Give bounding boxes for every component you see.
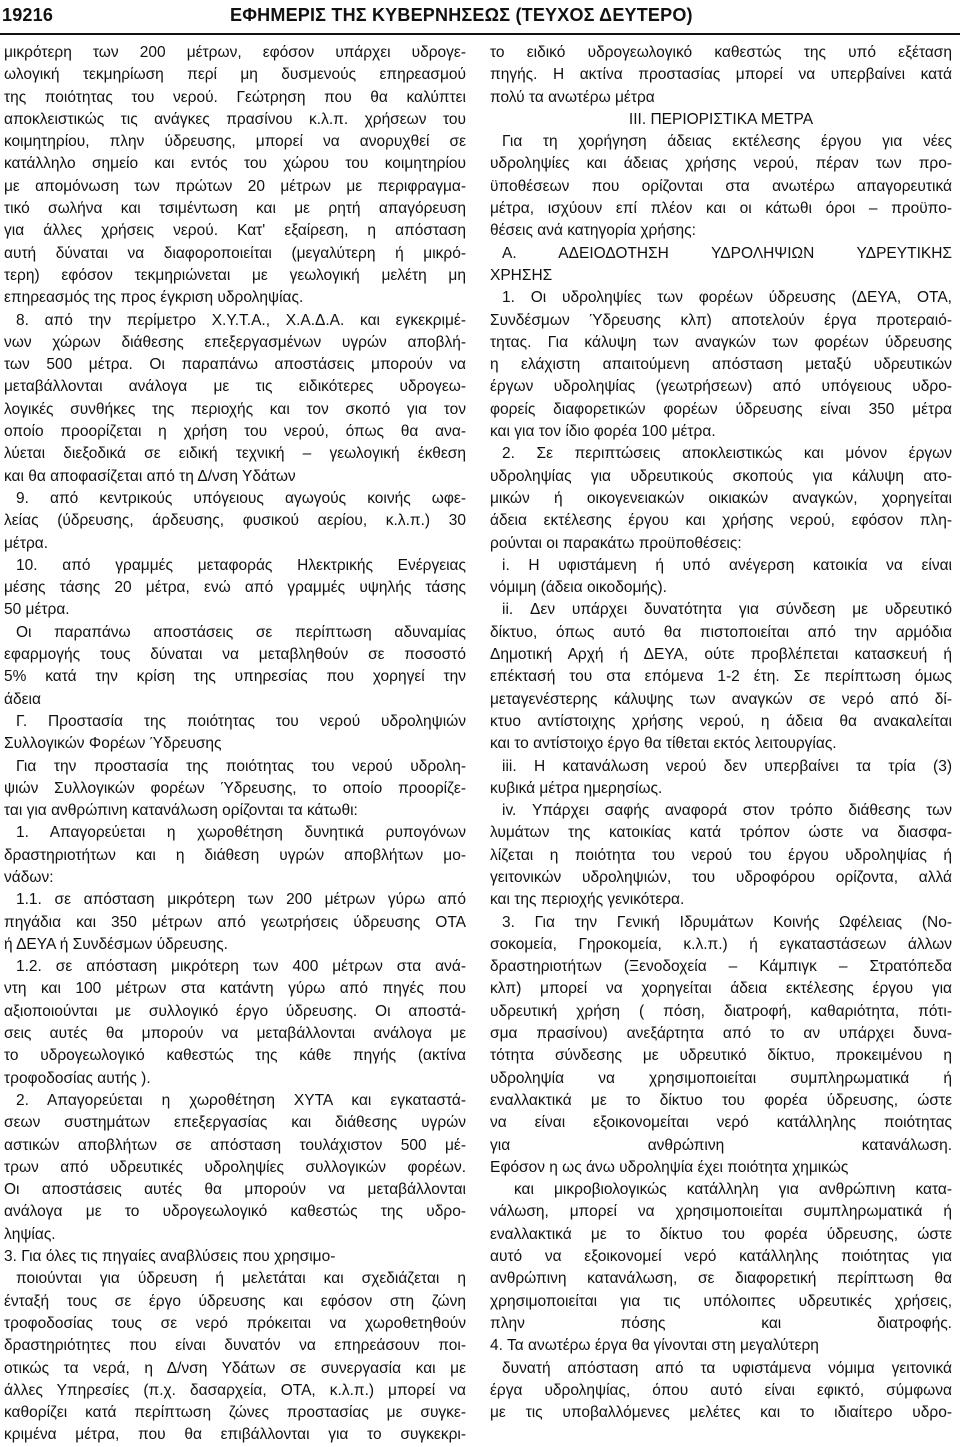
right-text-line: υδροληψίες και άδειας χρήσης νερού, πέραν των προ- — [490, 155, 952, 173]
left-text-line: κατάλληλο σημείο και εντός του χώρου του κοιμητηρίου — [4, 155, 466, 173]
left-text-line: κοιμητηρίου, πλην ύδρευσης, μπορεί να ανορυχθεί σε — [4, 133, 466, 151]
right-text-line: ρούνται οι παρακάτω προϋποθέσεις: — [490, 534, 742, 552]
left-text-line: Οι παραπάνω αποστάσεις σε περίπτωση αδυναμίας — [16, 623, 466, 641]
right-text-line: iii. Η κατανάλωση νερού δεν υπερβαίνει τα τρία (3) — [502, 757, 952, 775]
right-text-line: η ελάχιστη απαιτούμενη απόσταση μεταξύ υδρευτικών — [490, 356, 952, 374]
left-text-line: 1. Απαγορεύεται η χωροθέτηση δυνητικά ρυπογόνων — [16, 824, 466, 842]
left-text-line: αυτή δύναται να διαφοροποιείται (μεγαλύτερη ή μικρό- — [4, 244, 466, 262]
right-text-line: ανθρώπινη κατανάλωση, σε διαφορετική περίπτωση θα — [490, 1270, 952, 1288]
left-text-line: τροφοδοσίας αυτής ). — [4, 1069, 151, 1087]
right-text-line: φορείς διαφορετικών φορέων ύδρευσης είναι 350 μέτρα — [490, 400, 952, 418]
right-text-line: δραστηριοτήτων (Ξενοδοχεία – Κάμπιγκ – Στρατόπεδα — [490, 958, 952, 976]
left-text-line: ται για ανθρώπινη κατανάλωση ορίζονται τα κάτωθι: — [4, 802, 358, 820]
right-text-line: νόμιμη (άδεια οικοδομής). — [490, 579, 667, 597]
left-column — [4, 42, 466, 1447]
right-text-line: κλπ) μπορεί να χορηγείται άδεια εκτέλεσης έργου για — [490, 980, 952, 998]
left-text-line: 9. από κεντρικούς υπόγειους αγωγούς κοινής ωφε- — [16, 489, 466, 507]
right-text-line: Εφόσον η ως άνω υδροληψία έχει ποιότητα χημικώς — [490, 1158, 849, 1176]
left-text-line: τερη) εφόσον τεκμηριώνεται με γεωλογική μελέτη μη — [4, 266, 466, 284]
right-text-line: μεταγενέστερης κάλυψης των αναγκών σε νερό από δί- — [490, 690, 952, 708]
page-header — [0, 0, 960, 36]
left-text-line: ληψίας. — [4, 1225, 56, 1243]
page-number: 19216 — [2, 5, 54, 25]
left-text-line: άδεια — [4, 690, 41, 708]
left-text-line: Οι αποστάσεις αυτές θα μπορούν να μεταβάλλονται — [4, 1181, 466, 1199]
right-text-line: ϋποθέσεων που ορίζονται στα ανωτέρω απαγορευτικά — [490, 177, 952, 195]
right-text-line: κτυο αντίστοιχης χρήσης νερού, η άδεια θα ανακαλείται — [490, 712, 952, 730]
right-text-line: για ανθρώπινη κατανάλωση. — [490, 1136, 952, 1154]
left-text-line: τροφοδοσίας τους σε νερό πρόκειται να χωροθετηθούν — [4, 1314, 466, 1332]
right-text-line: Δημοτική Αρχή ή ΔΕΥΑ, ούτε προβλέπεται κατασκευή ή — [490, 646, 952, 664]
left-text-line: 1.2. σε απόσταση μικρότερη των 400 μέτρων στα ανά- — [16, 958, 466, 976]
left-text-line: 8. από την περίμετρο Χ.Υ.Τ.Α., Χ.Α.Δ.Α. και εγκεκριμέ- — [16, 311, 466, 329]
right-text-line: και της περιοχής γενικότερα. — [490, 891, 685, 909]
right-text-line: γειτονικών υδροληψιών, του υδροφόρου ορίζοντα, αλλά — [490, 868, 952, 886]
right-text-line: λυμάτων της κατοικίας κατά τρόπον ώστε να διασφα- — [490, 824, 952, 842]
journal-title: ΕΦΗΜΕΡΙΣ ΤΗΣ ΚΥΒΕΡΝΗΣΕΩΣ (ΤΕΥΧΟΣ ΔΕΥΤΕΡΟ) — [230, 5, 693, 25]
right-text-line: θέσεις ανά κατηγορία χρήσης: — [490, 222, 696, 240]
left-text-line: ένταξή τους σε έργο ύδρευσης και εφόσον στη ζώνη — [4, 1292, 466, 1310]
right-text-line: και μικροβιολογικώς κατάλληλη για ανθρώπινη κατα- — [514, 1181, 952, 1199]
right-text-line: έργα υδροληψίας, όπου αυτό είναι εφικτό, σύμφωνα — [490, 1381, 952, 1399]
left-text-line: δραστηριότητες που είναι δυνατόν να επηρεάσουν ποι- — [4, 1337, 466, 1355]
right-text-line: και το αντίστοιχο έργο θα τίθεται εκτός λειτουργίας. — [490, 735, 837, 753]
left-text-line: ντη και 100 μέτρων στα κατάντη γύρω από πηγές που — [4, 980, 466, 998]
right-text-line: ΙΙΙ. ΠΕΡΙΟΡΙΣΤΙΚΑ ΜΕΤΡΑ — [628, 110, 814, 128]
left-text-line: 1.1. σε απόσταση μικρότερη των 200 μέτρων γύρω από — [16, 891, 466, 909]
left-text-line: 3. Για όλες τις πηγαίες αναβλύσεις που χρησιμο- — [4, 1248, 336, 1266]
right-text-line: με τις υποβαλλόμενες μελέτες και το ιδιαίτερο υδρο- — [490, 1404, 952, 1422]
left-text-line: 10. από γραμμές μεταφοράς Ηλεκτρικής Ενέργειας — [16, 556, 466, 574]
right-text-line: υδρευτική χρήση ( πόση, διατροφή, καθαριότητα, πότι- — [490, 1002, 952, 1020]
right-text-line: ΧΡΗΣΗΣ — [490, 266, 553, 284]
left-text-line: τρων από υδρευτικές υδροληψίες συλλογικών φορέων. — [4, 1158, 466, 1176]
left-text-line: μέσης τάσης 20 μέτρα, ενώ από γραμμές υψηλής τάσης — [4, 579, 466, 597]
left-text-line: μεταβάλλονται ανάλογα με τις ειδικότερες υδρογεω- — [4, 378, 466, 396]
left-text-line: οποίο προορίζεται η χρήση του νερού, όπως θα ανα- — [4, 423, 466, 441]
right-text-line: αυτό να εξοικονομεί νερό κατάλληλης ποιότητας για — [490, 1248, 952, 1266]
right-text-line: το ειδικό υδρογεωλογικό καθεστώς της υπό εξέταση — [490, 44, 952, 61]
left-text-line: άλλες Υπηρεσίες (π.χ. δασαρχεία, ΟΤΑ, κ.λ.π.) μπορεί να — [4, 1381, 466, 1399]
right-text-line: σμα πρασίνου) ανεξάρτητα από το αν υπάρχει δυνα- — [490, 1025, 952, 1043]
left-text-line: Γ. Προστασία της ποιότητας του νερού υδροληψιών — [16, 712, 466, 730]
right-text-line: 4. Τα ανωτέρω έργα θα γίνονται στη μεγαλύτερη — [490, 1337, 819, 1355]
left-text-line: μέτρα. — [4, 534, 49, 552]
left-text-line: νάδων: — [4, 868, 54, 886]
right-text-line: i. Η υφιστάμενη ή υπό ανέγερση κατοικία να είναι — [502, 556, 952, 574]
left-text-line: ωλογική τεκμηρίωση περί μη δυσμενούς επηρεασμού — [4, 66, 466, 84]
right-text-line: επέκτασή του στα επόμενα 1-2 έτη. Σε περίπτωση όμως — [490, 668, 952, 686]
right-text-line: υδροληψίας για υδρευτικούς σκοπούς για κάλυψη ατο- — [490, 467, 952, 485]
left-text-line: δραστηριοτήτων και η διάθεση υγρών αποβλήτων μο- — [4, 846, 466, 864]
right-text-line: δίκτυο, όπως αυτό θα πιστοποιείται από την αρμόδια — [490, 623, 952, 641]
left-text-line: ανάλογα με το υδρογεωλογικό καθεστώς της υδρο- — [4, 1203, 466, 1221]
right-text-line: 1. Οι υδροληψίες των φορέων ύδρευσης (ΔΕΥΑ, ΟΤΑ, — [502, 289, 952, 307]
left-text-line: της ποιότητας του νερού. Γεώτρηση που θα καλύπτει — [4, 88, 466, 106]
right-text-line: μικών ή οικογενειακών οικιακών αναγκών, χορηγείται — [490, 489, 952, 507]
right-text-line: τότητα σύνδεσης με υδρευτικό δίκτυο, προκειμένου η — [490, 1047, 952, 1065]
left-text-line: σεων συστημάτων επεξεργασίας και διάθεσης υγρών — [4, 1114, 466, 1132]
right-text-line: έργων υδροληψίας (γεωτρήσεων) από υπόγειους υδρο- — [490, 378, 952, 396]
right-text-line: τητας. Για κάλυψη των αναγκών των φορέων ύδρευσης — [490, 333, 952, 351]
right-text-line: Συνδέσμων Ύδρευσης κλπ) αποτελούν έργα προτεραιό- — [490, 311, 952, 329]
left-text-line: των 500 μέτρα. Οι παραπάνω αποστάσεις μπορούν να — [4, 356, 466, 374]
right-text-line: iv. Υπάρχει σαφής αναφορά στον τρόπο διάθεσης των — [502, 802, 952, 820]
right-text-line: ii. Δεν υπάρχει δυνατότητα για σύνδεση με υδρευτικό — [502, 601, 952, 619]
left-text-line: νων χώρων διάθεσης επεξεργασμένων υγρών αποβλή- — [4, 333, 466, 351]
left-text-line: ή ΔΕΥΑ ή Συνδέσμων ύδρευσης. — [4, 935, 228, 953]
left-text-line: Για την προστασία της ποιότητας του νερού υδρολη- — [16, 757, 466, 775]
right-text-line: Για τη χορήγηση άδειας εκτέλεσης έργου για νέες — [502, 133, 952, 151]
left-text-line: επηρεασμός της προς έγκριση υδροληψίας. — [4, 289, 304, 307]
header-rule — [0, 33, 960, 35]
left-text-line: κριμένα μέτρα, που θα επιβάλλονται για το συγκεκρι- — [4, 1426, 466, 1444]
left-text-line: λείας (ύδρευσης, άρδευσης, φυσικού αερίου, κ.λ.π.) 30 — [4, 512, 466, 530]
right-text-line: Α. ΑΔΕΙΟΔΟΤΗΣΗ ΥΔΡΟΛΗΨΙΩΝ ΥΔΡΕΥΤΙΚΗΣ — [502, 244, 952, 262]
left-text-line: 2. Απαγορεύεται η χωροθέτηση ΧΥΤΑ και εγκαταστά- — [16, 1091, 466, 1109]
right-text-line: χρησιμοποιείται για τις υπόλοιπες υδρευτικές χρήσεις, — [490, 1292, 952, 1310]
right-text-line: σοκομεία, Γηροκομεία, κ.λ.π.) ή εγκαταστάσεων άλλων — [490, 935, 952, 953]
right-text-line: άδεια εκτέλεσης έργου και χρήσης νερού, εφόσον πλη- — [490, 512, 952, 530]
left-text-line: λογικές συνθήκες της περιοχής και τον σκοπό για τον — [4, 400, 466, 418]
right-text-line: λίζεται η ποιότητα του νερού του έργου υδροληψίας ή — [490, 846, 952, 864]
left-text-line: με απομόνωση των πρώτων 20 μέτρων με περιφραγμα- — [4, 177, 466, 195]
left-text-line: το υδρογεωλογικό καθεστώς της κάθε πηγής (ακτίνα — [4, 1047, 466, 1065]
left-text-line: 50 μέτρα. — [4, 601, 70, 619]
left-text-line: λύεται διεξοδικά σε ειδική τεχνική – γεωλογική έκθεση — [4, 445, 466, 463]
left-text-line: καθορίζει κατά περίπτωση ζώνες προστασίας με συγκε- — [4, 1404, 466, 1422]
left-text-line: για άλλες χρήσεις νερού. Κατ' εξαίρεση, η απόσταση — [4, 222, 466, 240]
right-text-line: υδροληψία να χρησιμοποιείται συμπληρωματικά ή — [490, 1069, 952, 1087]
left-text-line: αποκλειστικώς τις ανάγκες πρασίνου κ.λ.π. χρήσεων του — [4, 110, 466, 128]
left-text-line: σεις αυτές θα μπορούν να μεταβάλλονται ανάλογα με — [4, 1025, 466, 1043]
left-text-line: Συλλογικών Φορέων Ύδρευσης — [4, 735, 222, 753]
left-text-line: τικό σωλήνα και τσιμέντωση και με ρητή απαγόρευση — [4, 200, 466, 218]
left-text-line: ψιών Συλλογικών φορέων Ύδρευσης, το οποίο προορίζε- — [4, 779, 466, 797]
left-text-line: 5% κατά την κρίση της υπηρεσίας που χορηγεί την — [4, 668, 466, 686]
right-column — [490, 42, 952, 1424]
left-text-line: αξιοποιούνται με συλλογικό έργο ύδρευσης. Οι αποστά- — [4, 1002, 466, 1020]
right-text-line: πλην πόσης και διατροφής. — [490, 1314, 952, 1332]
left-text-line: μικρότερη των 200 μέτρων, εφόσον υπάρχει υδρογε- — [4, 44, 466, 61]
right-text-line: πηγής. Η ακτίνα προστασίας μπορεί να υπερβαίνει κατά — [490, 66, 952, 84]
left-text-line: εφαρμογής τους δύναται να μεταβληθούν σε ποσοστό — [4, 646, 466, 664]
right-text-line: 3. Για την Γενική Ιδρυμάτων Κοινής Ωφέλειας (Νο- — [502, 913, 952, 931]
right-text-line: εναλλακτικά με το δίκτυο του φορέα ύδρευσης, ώστε — [490, 1225, 952, 1243]
right-text-line: μέτρα, ισχύουν επί πλέον και οι κάτωθι όροι – προϋπο- — [490, 200, 952, 218]
left-text-line: ποιούνται για ύδρευση ή μελετάται και σχεδιάζεται η — [16, 1270, 466, 1288]
right-text-line: πολύ τα ανωτέρω μέτρα — [490, 88, 655, 106]
right-text-line: και για τον ίδιο φορέα 100 μέτρα. — [490, 423, 716, 441]
right-text-line: να είναι εξοικονομείται νερό κατάλληλης ποιότητας — [490, 1114, 952, 1132]
right-text-line: κυβικά μέτρα ημερησίως. — [490, 779, 663, 797]
right-text-line: νάλωση, μπορεί να χρησιμοποιείται συμπληρωματικά ή — [490, 1203, 952, 1221]
left-text-line: πηγάδια και 350 μέτρων από γεωτρήσεις ύδρευσης ΟΤΑ — [4, 913, 466, 931]
left-text-line: αστικών αποβλήτων σε απόσταση τουλάχιστον 500 μέ- — [4, 1136, 466, 1154]
right-text-line: δυνατή απόσταση από τα υφιστάμενα νόμιμα γειτονικά — [502, 1359, 952, 1377]
right-text-line: εναλλακτικά με το δίκτυο του φορέα ύδρευσης, ώστε — [490, 1091, 952, 1109]
left-text-line: και θα αποφασίζεται από τη Δ/νση Υδάτων — [4, 467, 296, 485]
right-text-line: 2. Σε περιπτώσεις αποκλειστικώς και μόνον έργων — [502, 445, 952, 463]
left-text-line: οτικώς τα νερά, η Δ/νση Υδάτων σε συνεργασία και με — [4, 1359, 466, 1377]
